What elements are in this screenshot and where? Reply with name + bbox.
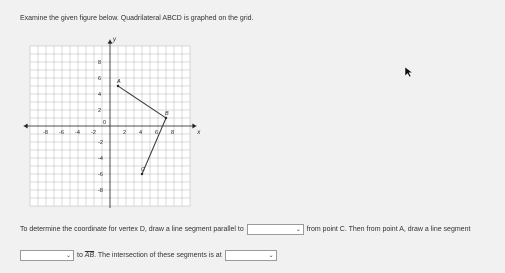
chevron-down-icon: ⌄ bbox=[295, 227, 301, 233]
instruction-text-1: To determine the coordinate for vertex D, draw a line segment parallel to bbox=[20, 226, 244, 233]
y-tick-label: 2 bbox=[98, 108, 102, 114]
direction-dropdown[interactable] bbox=[20, 250, 74, 261]
y-tick-label: -4 bbox=[98, 156, 103, 162]
point-a bbox=[117, 85, 119, 87]
point-label-a: A bbox=[117, 79, 121, 85]
question-prompt: Examine the given figure below. Quadrilateral ABCD is graphed on the grid. bbox=[20, 15, 254, 22]
x-axis-arrow-left bbox=[24, 124, 28, 129]
x-tick-label: 8 bbox=[171, 130, 175, 136]
y-tick-label: -8 bbox=[98, 188, 103, 194]
x-tick-label: -4 bbox=[75, 130, 80, 136]
y-axis-arrow-up bbox=[108, 40, 113, 44]
y-tick-label: 4 bbox=[98, 92, 102, 98]
instruction-text-2: from point C. Then from point A, draw a line segment bbox=[306, 226, 471, 233]
x-tick-label: 6 bbox=[155, 130, 159, 136]
x-tick-label: -6 bbox=[59, 130, 64, 136]
mouse-cursor-icon bbox=[405, 67, 413, 77]
point-c bbox=[141, 173, 143, 175]
origin-label: 0 bbox=[103, 120, 107, 126]
y-tick-label: -6 bbox=[98, 172, 103, 178]
y-tick-label: 8 bbox=[98, 60, 102, 66]
y-tick-label: 6 bbox=[98, 76, 102, 82]
coordinate-grid bbox=[20, 33, 205, 208]
point-b bbox=[165, 117, 167, 119]
instruction-line-1 bbox=[20, 224, 470, 235]
x-axis-label: x bbox=[197, 130, 201, 136]
grid-svg bbox=[20, 33, 205, 208]
x-tick-label: -2 bbox=[91, 130, 96, 136]
x-tick-label: -8 bbox=[43, 130, 48, 136]
chevron-down-icon: ⌄ bbox=[268, 253, 274, 259]
intersection-dropdown[interactable] bbox=[225, 250, 277, 261]
x-tick-label: 2 bbox=[123, 130, 127, 136]
point-label-b: B bbox=[165, 111, 169, 117]
chevron-down-icon: ⌄ bbox=[65, 253, 71, 259]
x-axis-arrow-right bbox=[192, 124, 196, 129]
x-tick-label: 4 bbox=[139, 130, 143, 136]
parallel-to-dropdown[interactable] bbox=[247, 224, 304, 235]
instruction-text-3: . The intersection of these segments is at bbox=[94, 252, 222, 259]
y-axis-label: y bbox=[113, 37, 116, 44]
segment-ab-label: $\overline{AB}$ bbox=[84, 252, 95, 259]
point-label-c: C bbox=[141, 167, 145, 173]
to-text: to bbox=[77, 252, 83, 259]
instruction-line-2 bbox=[20, 250, 280, 261]
y-tick-label: -2 bbox=[98, 140, 103, 146]
